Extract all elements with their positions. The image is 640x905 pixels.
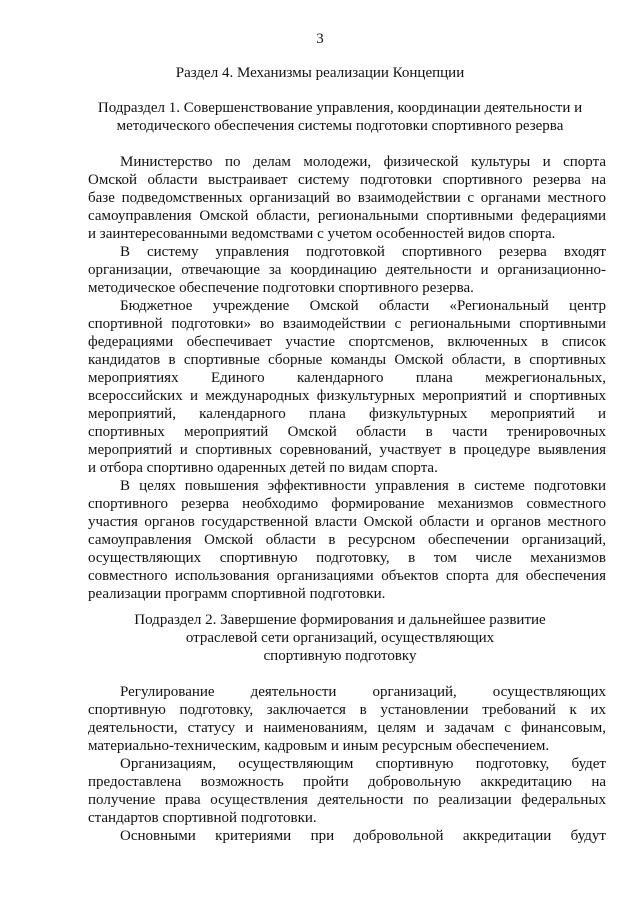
paragraph-line: Бюджетное учреждение Омской области «Региональный центр: [120, 298, 606, 314]
paragraph-line: осуществляющих спортивную подготовку, в том числе механизмов: [88, 550, 606, 566]
paragraph-line: мероприятий и спортивных соревнований, участвует в процедуре выявления: [88, 442, 606, 458]
paragraph-line: и отбора спортивно одаренных детей по видам спорта.: [88, 460, 438, 476]
paragraph-line: самоуправления Омской области, региональными спортивными федерациями: [88, 208, 606, 224]
paragraph-line: Основными критериями при добровольной аккредитации будут: [120, 828, 606, 844]
paragraph: [88, 243, 606, 297]
paragraph-line: предоставлена возможность пройти добровольную аккредитацию на: [88, 774, 606, 790]
paragraph-line: стандартов спортивной подготовки.: [88, 810, 317, 826]
paragraph-line: спортивной подготовки» во взаимодействии с региональными спортивными: [88, 316, 606, 332]
paragraph-line: реализации программ спортивной подготовки.: [88, 586, 386, 602]
paragraph-line: базе подведомственных организаций во взаимодействии с органами местного: [88, 190, 606, 206]
paragraph-line: В систему управления подготовкой спортивного резерва входят: [120, 244, 606, 260]
paragraph-line: совместного использования организациями объектов спорта для обеспечения: [88, 568, 606, 584]
paragraph-line: Регулирование деятельности организаций, осуществляющих: [120, 684, 606, 700]
paragraph-line: самоуправления Омской области в ресурсном обеспечении организаций,: [88, 532, 606, 548]
section-title: Раздел 4. Механизмы реализации Концепции: [175, 65, 465, 81]
paragraph-line: получение права осуществления деятельности по реализации федеральных: [88, 792, 606, 808]
paragraph-line: Министерство по делам молодежи, физической культуры и спорта: [120, 154, 606, 170]
heading-line: методического обеспечения системы подготовки спортивного резерва: [116, 118, 564, 134]
paragraph-line: и заинтересованными ведомствами с учетом особенностей видов спорта.: [88, 226, 556, 242]
subsection-1-heading: [60, 99, 620, 135]
paragraph: [88, 297, 606, 477]
paragraph: [88, 755, 606, 827]
paragraph: [88, 683, 606, 755]
paragraph-line: спортивную подготовку, заключается в установлении требований к их: [88, 702, 606, 718]
paragraph-line: методическое обеспечение подготовки спортивного резерва.: [88, 280, 474, 296]
paragraph-line: спортивных мероприятий Омской области в части тренировочных: [88, 424, 606, 440]
paragraph-line: Организациям, осуществляющим спортивную подготовку, будет: [120, 756, 606, 772]
heading-line: Подраздел 2. Завершение формирования и дальнейшее развитие: [134, 612, 546, 628]
paragraph-line: всероссийских и международных физкультурных мероприятий и спортивных: [88, 388, 606, 404]
heading-line: отраслевой сети организаций, осуществляющих: [185, 630, 495, 646]
paragraph-line: материально-техническим, кадровым и иным ресурсным обеспечением.: [88, 738, 550, 754]
subsection-2-heading: [60, 611, 620, 665]
paragraph-line: мероприятий, календарного плана физкультурных мероприятий и: [88, 406, 606, 422]
paragraph-line: деятельности, статусу и наименованиям, целям и задачам с финансовым,: [88, 720, 606, 736]
paragraph: [88, 153, 606, 243]
paragraph-line: федерациями обеспечивает участие спортсменов, включенных в список: [88, 334, 606, 350]
heading-line: спортивную подготовку: [263, 648, 417, 664]
paragraph: [88, 827, 606, 845]
paragraph-line: мероприятиях Единого календарного плана межрегиональных,: [88, 370, 606, 386]
paragraph: [88, 477, 606, 603]
heading-line: Подраздел 1. Совершенствование управления, координации деятельности и: [97, 100, 583, 116]
page-number: 3: [316, 31, 324, 47]
paragraph-line: спортивного резерва необходимо формирование механизмов совместного: [88, 496, 606, 512]
paragraph-line: участия органов государственной власти Омской области и органов местного: [88, 514, 606, 530]
paragraph-line: организации, отвечающие за координацию деятельности и организационно-: [88, 262, 606, 278]
paragraph-line: В целях повышения эффективности управления в системе подготовки: [120, 478, 606, 494]
paragraph-line: Омской области выстраивает систему подготовки спортивного резерва на: [88, 172, 606, 188]
paragraph-line: кандидатов в спортивные сборные команды Омской области, в спортивных: [88, 352, 606, 368]
